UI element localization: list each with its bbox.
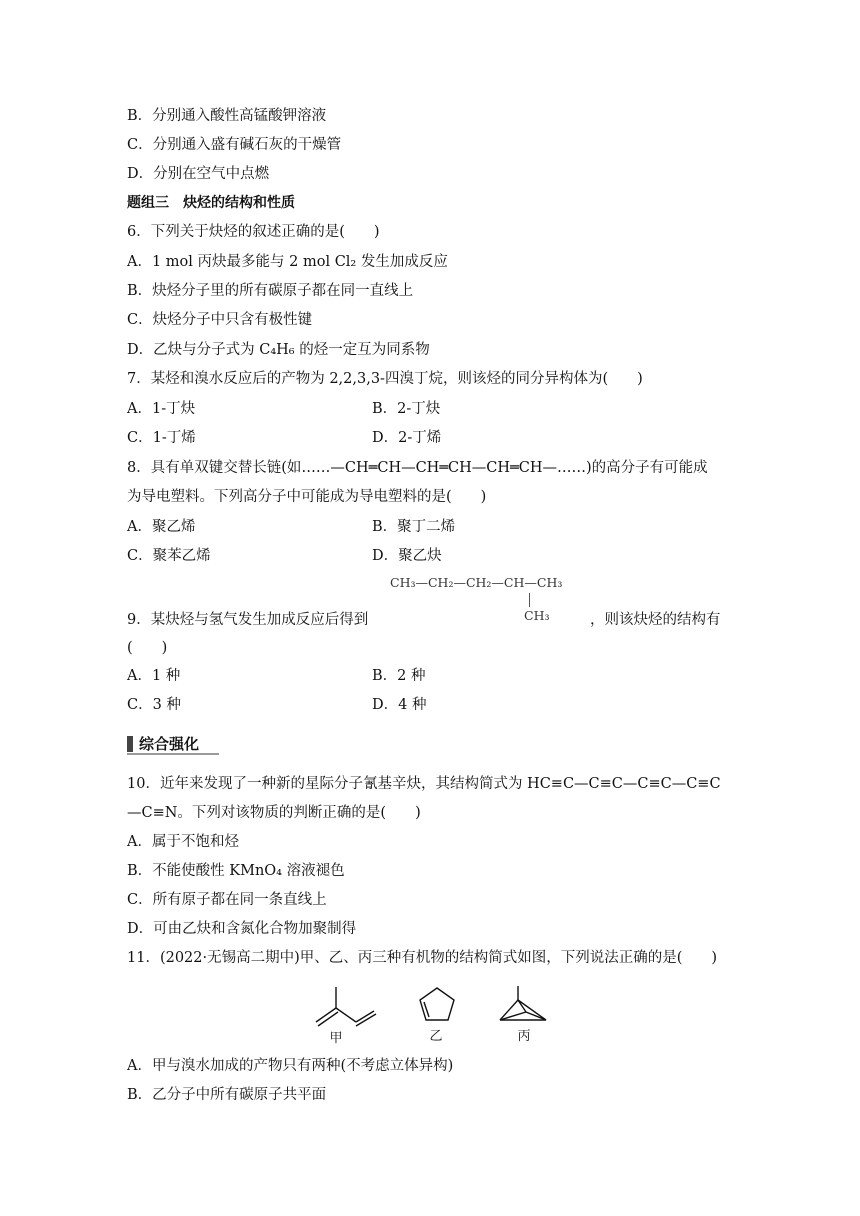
question-10-stem-line-2: —C≡N。下列对该物质的判断正确的是( ) [127,805,421,821]
question-7-option-b: B．2-丁炔 [372,401,441,417]
question-10-option-b: B．不能使酸性 KMnO₄ 溶液褪色 [127,863,345,879]
question-6-option-b: B．炔烃分子里的所有碳原子都在同一直线上 [127,283,414,299]
question-5-option-c: C．分别通入盛有碱石灰的干燥管 [127,137,342,153]
question-9-structure-main: CH₃—CH₂—CH₂—CH—CH₃ [390,575,563,590]
question-6-option-d: D．乙炔与分子式为 C₄H₆ 的烃一定互为同系物 [127,342,430,358]
section-heading-label: 综合强化 [139,735,200,753]
question-11-stem: 11．(2022·无锡高二期中)甲、乙、丙三种有机物的结构简式如图，下列说法正确的是( ) [127,950,718,966]
question-8-option-d: D．聚乙炔 [372,548,442,564]
structure-jia [316,987,376,1026]
question-7-stem: 7．某烃和溴水反应后的产物为 2,2,3,3-四溴丁烷，则该烃的同分异构体为( ) [127,371,643,387]
structure-bing [500,986,546,1020]
question-5-option-d: D．分别在空气中点燃 [127,166,270,182]
question-9-stem-line-2: ( ) [127,640,168,656]
question-11-structures-figure [300,982,570,1048]
question-11-option-b: B．乙分子中所有碳原子共平面 [127,1087,327,1103]
question-7-option-a: A．1-丁炔 [127,401,196,417]
question-9-option-d: D．4 种 [372,697,427,713]
question-8-option-b: B．聚丁二烯 [372,519,456,535]
question-9-stem-line-1-tail: ，则该炔烃的结构有 [590,612,721,628]
structure-yi [420,988,454,1020]
question-9-structure-bond [529,593,530,607]
question-6-stem: 6．下列关于炔烃的叙述正确的是( ) [127,224,380,240]
question-10-option-a: A．属于不饱和烃 [127,834,239,850]
question-9-stem-line-1: 9．某炔烃与氢气发生加成反应后得到 [127,612,369,628]
question-10-option-d: D．可由乙炔和含氮化合物加聚制得 [127,921,357,937]
section-marker-icon [127,736,133,752]
question-9-option-b: B．2 种 [372,668,426,684]
section-underline [127,753,219,755]
question-10-option-c: C．所有原子都在同一条直线上 [127,892,327,908]
question-5-option-b: B．分别通入酸性高锰酸钾溶液 [127,108,327,124]
question-6-option-c: C．炔烃分子中只含有极性键 [127,312,313,328]
question-10-stem-line-1: 10．近年来发现了一种新的星际分子氰基辛炔，其结构简式为 HC≡C—C≡C—C≡C—C≡C [127,776,721,792]
question-7-option-c: C．1-丁烯 [127,430,196,446]
label-jia: 甲 [329,1031,343,1046]
question-9-structure-branch: CH₃ [524,608,550,623]
question-8-stem-line-1: 8．具有单双键交替长链(如……—CH═CH—CH═CH—CH═CH—……)的高分子有可能成 [127,460,708,476]
question-9-option-c: C．3 种 [127,697,181,713]
question-11-option-a: A．甲与溴水加成的产物只有两种(不考虑立体异构) [127,1058,454,1074]
question-7-option-d: D．2-丁烯 [372,430,442,446]
group-3-heading: 题组三 炔烃的结构和性质 [127,195,295,211]
label-yi: 乙 [429,1029,443,1044]
question-6-option-a: A．1 mol 丙炔最多能与 2 mol Cl₂ 发生加成反应 [127,254,448,270]
question-8-stem-line-2: 为导电塑料。下列高分子中可能成为导电塑料的是( ) [127,489,487,505]
section-heading-comprehensive [127,732,217,754]
question-9-option-a: A．1 种 [127,668,181,684]
question-8-option-a: A．聚乙烯 [127,519,196,535]
question-8-option-c: C．聚苯乙烯 [127,548,211,564]
label-bing: 丙 [517,1029,531,1044]
